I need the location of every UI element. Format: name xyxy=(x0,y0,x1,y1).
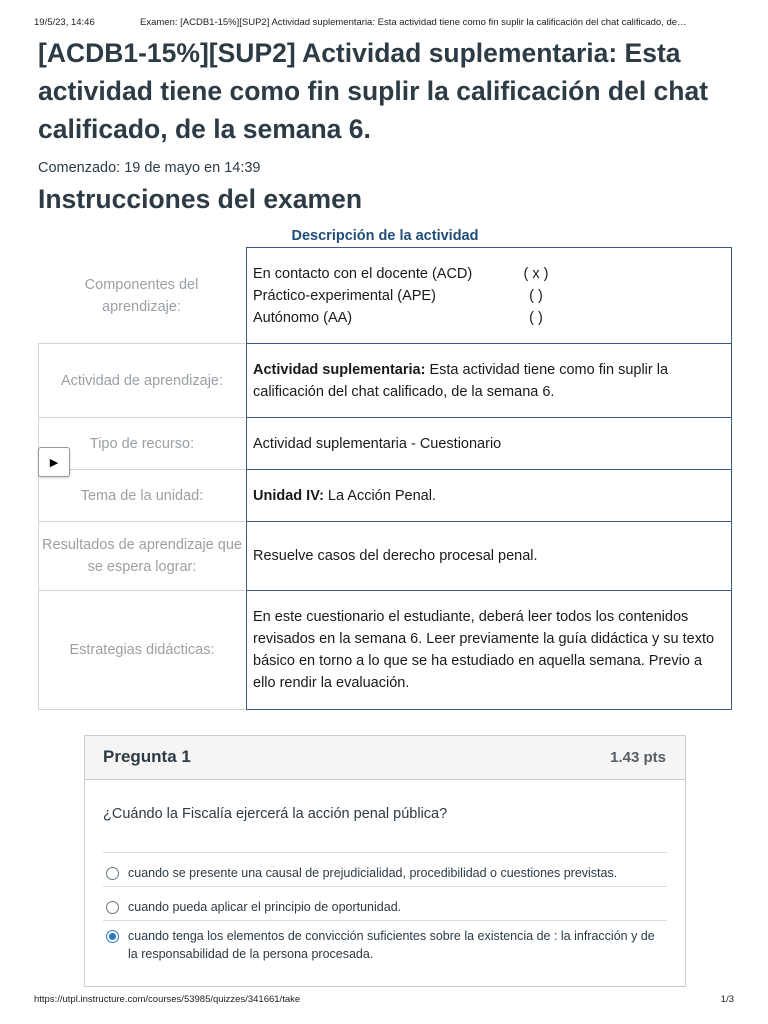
unit-label: Tema de la unidad: xyxy=(38,469,245,522)
answer-option[interactable] xyxy=(103,920,667,970)
instructions-title: Instrucciones del examen xyxy=(38,184,363,214)
answer-option[interactable] xyxy=(103,852,667,887)
print-date: 19/5/23, 14:46 xyxy=(34,17,95,28)
table-row-resource xyxy=(38,417,732,470)
play-icon: ▶ xyxy=(49,456,59,469)
results-value: Resuelve casos del derecho procesal penal. xyxy=(246,521,732,591)
resource-label: Tipo de recurso: xyxy=(38,417,245,470)
answer-text: cuando pueda aplicar el principio de oportunidad. xyxy=(128,900,402,914)
print-footer xyxy=(0,988,768,1018)
strategies-value: En este cuestionario el estudiante, deberá leer todos los contenidos revisados en la semana 6. Leer previamente la guía didáctica y su texto básico en torno a lo que se ha estudiado en aquella semana. Previo a ello rendir la evaluación. xyxy=(246,590,732,710)
component-name: Autónomo (AA) xyxy=(253,309,353,326)
component-mark: ( x ) xyxy=(523,265,549,282)
activity-value xyxy=(246,343,732,418)
activity-text xyxy=(253,359,725,403)
answer-radio-selected[interactable] xyxy=(106,930,119,943)
strategies-label: Estrategias didácticas: xyxy=(38,590,245,710)
started-timestamp: Comenzado: 19 de mayo en 14:39 xyxy=(38,160,261,176)
question-title: Pregunta 1 xyxy=(103,747,191,766)
page-url: https://utpl.instructure.com/courses/53985/quizzes/341661/take xyxy=(34,994,301,1005)
answer-text: cuando se presente una causal de prejudicialidad, procedibilidad o cuestiones previstas. xyxy=(128,866,618,880)
unit-description: La Acción Penal. xyxy=(323,487,436,504)
components-value xyxy=(246,247,732,344)
activity-label: Actividad de aprendizaje: xyxy=(38,343,245,418)
table-row-strategies xyxy=(38,590,732,710)
print-page-title: Examen: [ACDB1-15%][SUP2] Actividad suplementaria: Esta actividad tiene como fin suplir la calificación del chat calificado, de… xyxy=(140,17,687,28)
component-mark: ( ) xyxy=(529,287,543,304)
answer-option[interactable] xyxy=(103,886,667,921)
component-item xyxy=(253,307,725,329)
results-label: Resultados de aprendizaje que se espera lograr: xyxy=(38,521,245,591)
component-name: En contacto con el docente (ACD) xyxy=(253,265,473,282)
table-row-unit xyxy=(38,469,732,522)
activity-bold: Actividad suplementaria: xyxy=(253,361,426,378)
question-card xyxy=(84,735,686,987)
table-row-results xyxy=(38,521,732,591)
table-row-activity xyxy=(38,343,732,418)
components-label xyxy=(38,247,245,344)
unit-value xyxy=(246,469,732,522)
answer-text: cuando tenga los elementos de convicción suficientes sobre la existencia de : la infracción y de la responsabilidad de la persona procesada. xyxy=(128,929,655,961)
question-header xyxy=(85,736,685,780)
component-item xyxy=(253,285,725,307)
question-text: ¿Cuándo la Fiscalía ejercerá la acción penal pública? xyxy=(103,806,448,822)
page-number: 1/3 xyxy=(720,994,734,1005)
answer-radio[interactable] xyxy=(106,867,119,880)
answer-radio[interactable] xyxy=(106,901,119,914)
component-item xyxy=(253,263,725,285)
component-mark: ( ) xyxy=(529,309,543,326)
table-row-components xyxy=(38,247,732,344)
print-header xyxy=(0,0,768,34)
unit-bold: Unidad IV: xyxy=(253,487,324,504)
unit-text xyxy=(253,485,725,507)
resource-value: Actividad suplementaria - Cuestionario xyxy=(246,417,732,470)
activity-description: Esta actividad tiene como fin suplir la calificación del chat calificado, de la semana 6. xyxy=(253,361,669,400)
activity-description-heading: Descripción de la actividad xyxy=(291,228,479,244)
quiz-title: [ACDB1-15%][SUP2] Actividad suplementaria: Esta actividad tiene como fin suplir la calificación del chat calificado, de la semana 6. xyxy=(38,38,709,144)
component-name: Práctico-experimental (APE) xyxy=(253,287,436,304)
question-points: 1.43 pts xyxy=(610,749,666,766)
play-button[interactable] xyxy=(38,447,70,477)
components-label-text: Componentes del aprendizaje: xyxy=(84,276,199,315)
